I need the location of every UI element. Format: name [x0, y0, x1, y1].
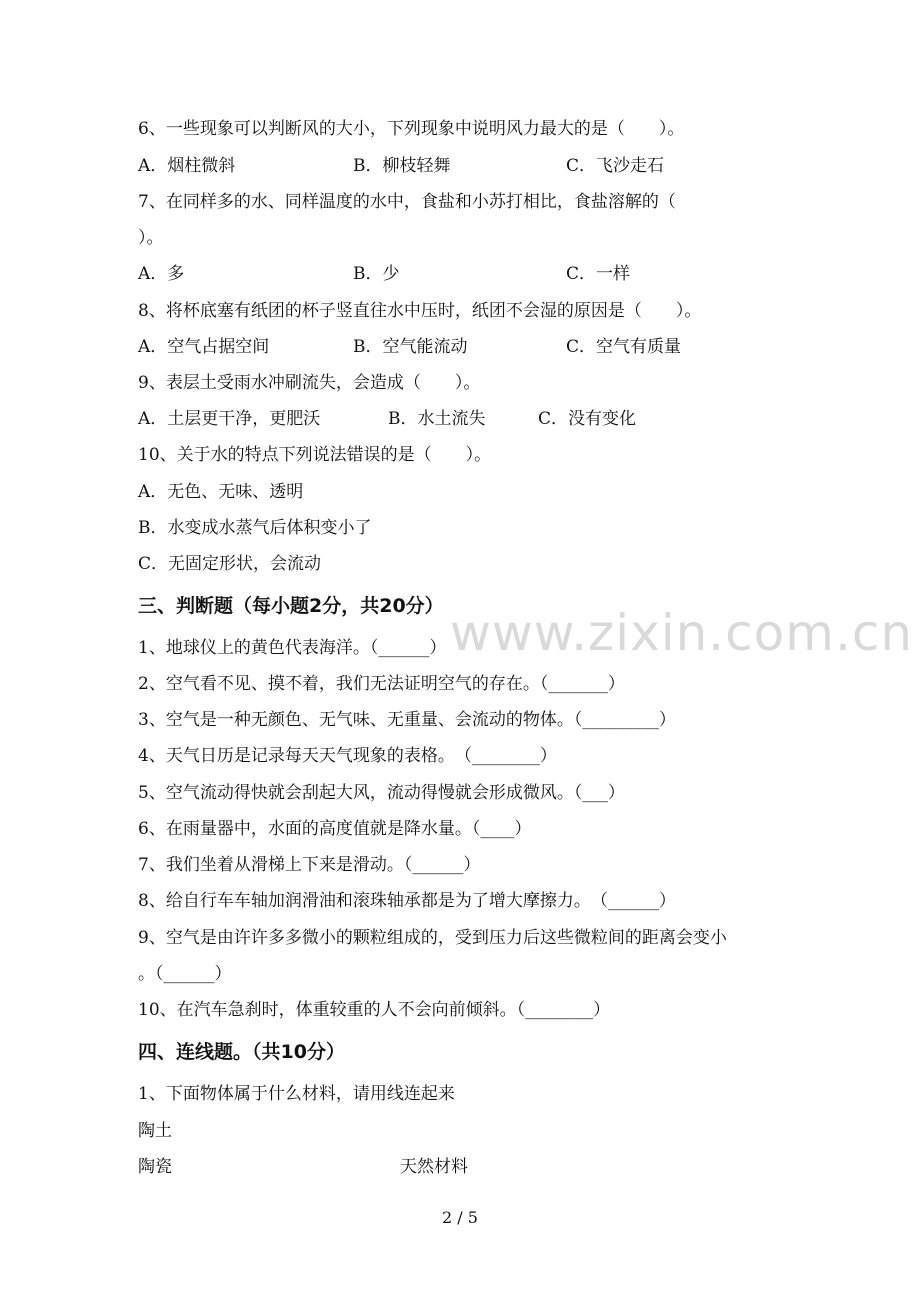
q7-option-b: B．少 — [353, 264, 400, 284]
judgment-item-9: 9、空气是由许许多多微小的颗粒组成的，受到压力后这些微粒间的距离会变小 — [138, 928, 727, 948]
judgment-item-7: 7、我们坐着从滑梯上下来是滑动。（______） — [138, 855, 481, 875]
judgment-item-9-cont: 。（______） — [138, 964, 232, 984]
q9-option-c: C．没有变化 — [538, 409, 637, 429]
q9-option-b: B．水土流失 — [388, 409, 486, 429]
q6-option-a: A．烟柱微斜 — [138, 156, 236, 176]
q10-option-a: A．无色、无味、透明 — [138, 482, 304, 502]
question-10: 10、关于水的特点下列说法错误的是（ ）。 — [138, 445, 492, 465]
judgment-item-3: 3、空气是一种无颜色、无气味、无重量、会流动的物体。（_________） — [138, 710, 676, 730]
question-6: 6、一些现象可以判断风的大小，下列现象中说明风力最大的是（ ）。 — [138, 119, 685, 139]
section-3-title: 三、判断题（每小题2分，共20分） — [138, 595, 444, 617]
matching-right-item-1: 天然材料 — [400, 1157, 468, 1177]
q7-option-a: A．多 — [138, 264, 185, 284]
matching-question-1: 1、下面物体属于什么材料，请用线连起来 — [138, 1084, 455, 1104]
matching-left-item-2: 陶瓷 — [138, 1157, 172, 1177]
question-9: 9、表层土受雨水冲刷流失，会造成（ ）。 — [138, 373, 481, 393]
matching-left-item-1: 陶土 — [138, 1121, 172, 1141]
judgment-item-4: 4、天气日历是记录每天天气现象的表格。 （________） — [138, 746, 557, 766]
question-8: 8、将杯底塞有纸团的杯子竖直往水中压时，纸团不会湿的原因是（ ）。 — [138, 301, 702, 321]
judgment-item-5: 5、空气流动得快就会刮起大风，流动得慢就会形成微风。（___） — [138, 783, 625, 803]
q8-option-a: A．空气占据空间 — [138, 337, 270, 357]
judgment-item-6: 6、在雨量器中，水面的高度值就是降水量。（____） — [138, 819, 532, 839]
q9-option-a: A．土层更干净，更肥沃 — [138, 409, 321, 429]
judgment-item-10: 10、在汽车急刹时，体重较重的人不会向前倾斜。（________） — [138, 1000, 611, 1020]
q7-option-c: C．一样 — [566, 264, 631, 284]
q8-option-c: C．空气有质量 — [566, 337, 682, 357]
section-4-title: 四、连线题。（共10分） — [138, 1041, 345, 1063]
judgment-item-1: 1、地球仪上的黄色代表海洋。（______） — [138, 638, 447, 658]
question-7-cont: ）。 — [138, 228, 164, 248]
judgment-item-8: 8、给自行车车轴加润滑油和滚珠轴承都是为了增大摩擦力。 （______） — [138, 891, 676, 911]
question-7: 7、在同样多的水、同样温度的水中，食盐和小苏打相比，食盐溶解的（ — [138, 192, 676, 212]
watermark: www.zixin.com.cn — [450, 604, 914, 662]
q6-option-c: C．飞沙走石 — [566, 156, 665, 176]
q6-option-b: B．柳枝轻舞 — [353, 156, 451, 176]
q10-option-b: B．水变成水蒸气后体积变小了 — [138, 518, 372, 538]
page-number: 2 / 5 — [442, 1208, 478, 1227]
judgment-item-2: 2、空气看不见、摸不着，我们无法证明空气的存在。（_______） — [138, 674, 625, 694]
q8-option-b: B．空气能流动 — [353, 337, 468, 357]
q10-option-c: C．无固定形状，会流动 — [138, 554, 322, 574]
